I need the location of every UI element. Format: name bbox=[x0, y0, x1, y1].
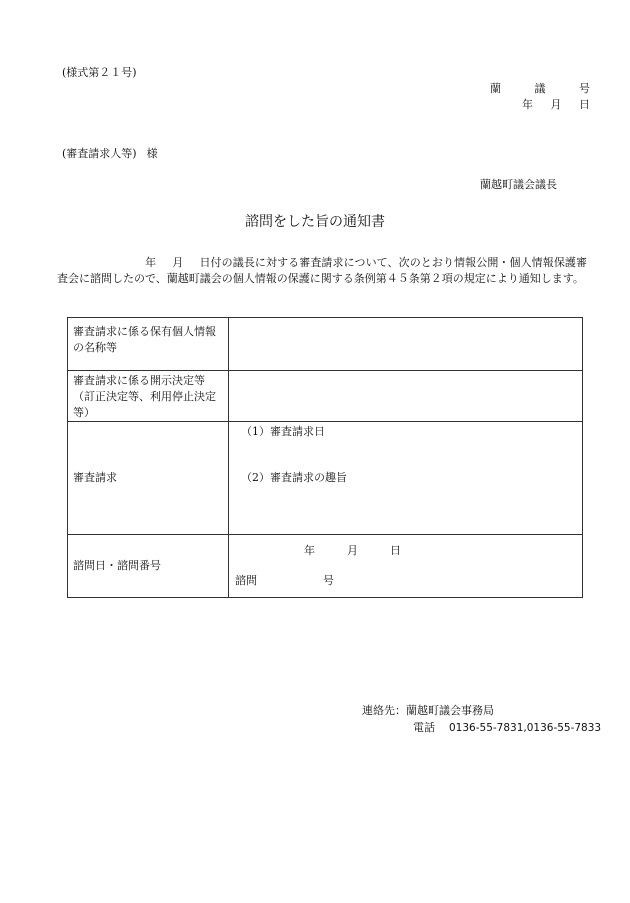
table-row bbox=[68, 318, 583, 371]
row4-value bbox=[229, 535, 583, 598]
row2-label: 審査請求に係る開示決定等（訂正決定等、利用停止決定等） bbox=[68, 371, 229, 422]
inquiry-number bbox=[229, 573, 582, 589]
inquiry-number-suffix: 号 bbox=[323, 574, 334, 587]
row3-value bbox=[229, 422, 583, 535]
body-month: 月 bbox=[172, 256, 184, 269]
date-year: 年 bbox=[522, 98, 533, 111]
inquiry-table bbox=[67, 317, 583, 598]
ref-char-council: 議 bbox=[534, 82, 546, 95]
row2-value bbox=[229, 371, 583, 422]
phone-info bbox=[413, 719, 601, 735]
phone-numbers: 0136-55-7831,0136-55-7833 bbox=[449, 722, 602, 734]
body-text: 日付の議長に対する審査請求について、次のとおり情報公開・個人情報保護審査会に諮問したので、蘭越町議会の個人情報の保護に関する条例第４５条第２項の規定により通知します。 bbox=[57, 256, 588, 285]
inquiry-year: 年 bbox=[304, 544, 315, 557]
issue-date bbox=[522, 96, 590, 112]
addressee bbox=[62, 145, 158, 161]
contact-info: 連絡先：蘭越町議会事務局 bbox=[362, 704, 494, 717]
row1-label: 審査請求に係る保有個人情報の名称等 bbox=[68, 318, 229, 371]
date-month: 月 bbox=[550, 98, 562, 111]
body-paragraph bbox=[57, 255, 587, 287]
form-number: (様式第２１号) bbox=[62, 66, 137, 79]
reference-number bbox=[490, 80, 590, 96]
ref-char-number: 号 bbox=[579, 82, 590, 95]
body-year: 年 bbox=[145, 256, 157, 269]
row3-item-request-purpose: （2）審査請求の趣旨 bbox=[241, 471, 347, 484]
addressee-suffix: 様 bbox=[146, 147, 158, 160]
row3-item-request-date: （1）審査請求日 bbox=[241, 425, 325, 438]
row1-value bbox=[229, 318, 583, 371]
document-title: 諮問をした旨の通知書 bbox=[245, 214, 385, 230]
addressee-name: (審査請求人等) bbox=[62, 147, 137, 160]
table-row bbox=[68, 422, 583, 535]
inquiry-label: 諮問 bbox=[235, 574, 257, 587]
table-row bbox=[68, 371, 583, 422]
inquiry-month: 月 bbox=[347, 544, 358, 557]
ref-char-town: 蘭 bbox=[490, 82, 501, 95]
inquiry-date bbox=[229, 543, 582, 559]
sender: 蘭越町議会議長 bbox=[480, 178, 557, 191]
row3-label: 審査請求 bbox=[68, 422, 229, 535]
phone-label: 電話 bbox=[413, 721, 435, 734]
row4-label: 諮問日・諮問番号 bbox=[68, 535, 229, 598]
inquiry-day: 日 bbox=[390, 544, 401, 557]
date-day: 日 bbox=[579, 98, 590, 111]
table-row bbox=[68, 535, 583, 598]
